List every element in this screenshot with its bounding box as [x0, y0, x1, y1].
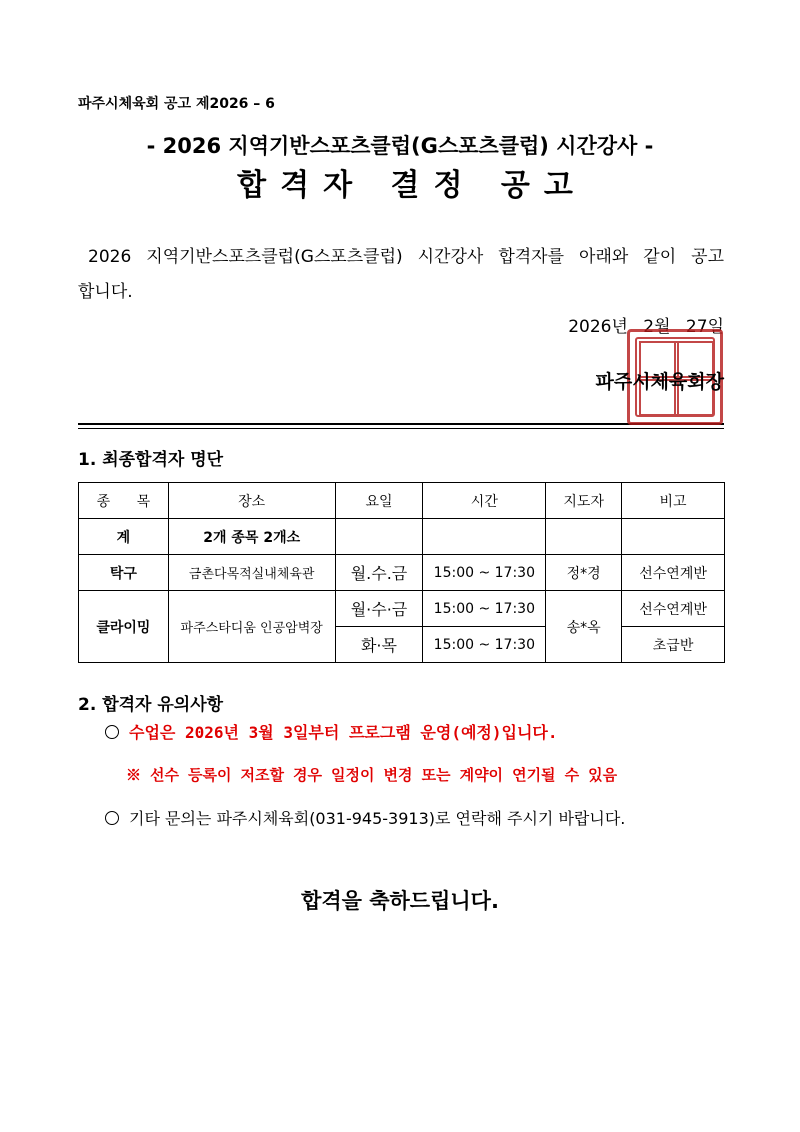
closing-message: 합격을 축하드립니다.: [301, 889, 499, 913]
notice-title: - 2026 지역기반스포츠클럽(G스포츠클럽) 시간강사 -: [146, 134, 654, 158]
schedule-note: [105, 720, 558, 743]
notice-number: 파주시체육회 공고 제2026 – 6: [78, 96, 275, 112]
day-cell: 월.수.금: [335, 555, 423, 591]
day-cell: 월·수·금: [335, 591, 423, 627]
intro-paragraph: 2026 지역기반스포츠클럽(G스포츠클럽) 시간강사 합격자를 아래와 같이 공고합니다.: [78, 247, 724, 302]
place-cell: 금촌다목적실내체육관: [168, 555, 335, 591]
note-cell: 선수연계반: [622, 591, 725, 627]
schedule-note-text: 수업은 2026년 3월 3일부터 프로그램 운영(예정)입니다.: [129, 723, 558, 742]
place-cell: 파주스타디움 인공암벽장: [168, 591, 335, 663]
table-header-row: [79, 483, 725, 519]
day-cell: 화·목: [335, 627, 423, 663]
time-cell: 15:00 ~ 17:30: [423, 627, 546, 663]
header-place: 장소: [168, 483, 335, 519]
issuer-name: 파주시체육회장: [595, 371, 724, 393]
notice-date: 2026년 2월 27일: [568, 317, 724, 337]
table-total-row: [79, 519, 725, 555]
table-row: [79, 591, 725, 627]
note-cell: 선수연계반: [622, 555, 725, 591]
time-cell: 15:00 ~ 17:30: [423, 555, 546, 591]
header-note: 비고: [622, 483, 725, 519]
header-instructor: 지도자: [546, 483, 622, 519]
circle-bullet-icon: [105, 811, 119, 825]
time-cell: 15:00 ~ 17:30: [423, 591, 546, 627]
instructor-cell: 정*경: [546, 555, 622, 591]
section-2-title: 2. 합격자 유의사항: [78, 695, 224, 715]
table-row: [79, 555, 725, 591]
warning-note: ※ 선수 등록이 저조할 경우 일정이 변경 또는 계약이 연기될 수 있음: [126, 766, 618, 784]
note-cell: 초급반: [622, 627, 725, 663]
header-sport: 종 목: [79, 483, 169, 519]
contact-note: [105, 806, 625, 829]
total-label: 계: [79, 519, 169, 555]
sport-cell: 클라이밍: [79, 591, 169, 663]
circle-bullet-icon: [105, 725, 119, 739]
divider: [78, 428, 724, 429]
results-table: [78, 482, 725, 663]
instructor-cell: 송*옥: [546, 591, 622, 663]
section-1-title: 1. 최종합격자 명단: [78, 450, 224, 470]
total-summary: 2개 종목 2개소: [168, 519, 335, 555]
sport-cell: 탁구: [79, 555, 169, 591]
header-time: 시간: [423, 483, 546, 519]
contact-note-text: 기타 문의는 파주시체육회(031-945-3913)로 연락해 주시기 바랍니다.: [129, 809, 626, 828]
page-heading: 합격자 결정 공고: [237, 168, 587, 203]
header-day: 요일: [335, 483, 423, 519]
